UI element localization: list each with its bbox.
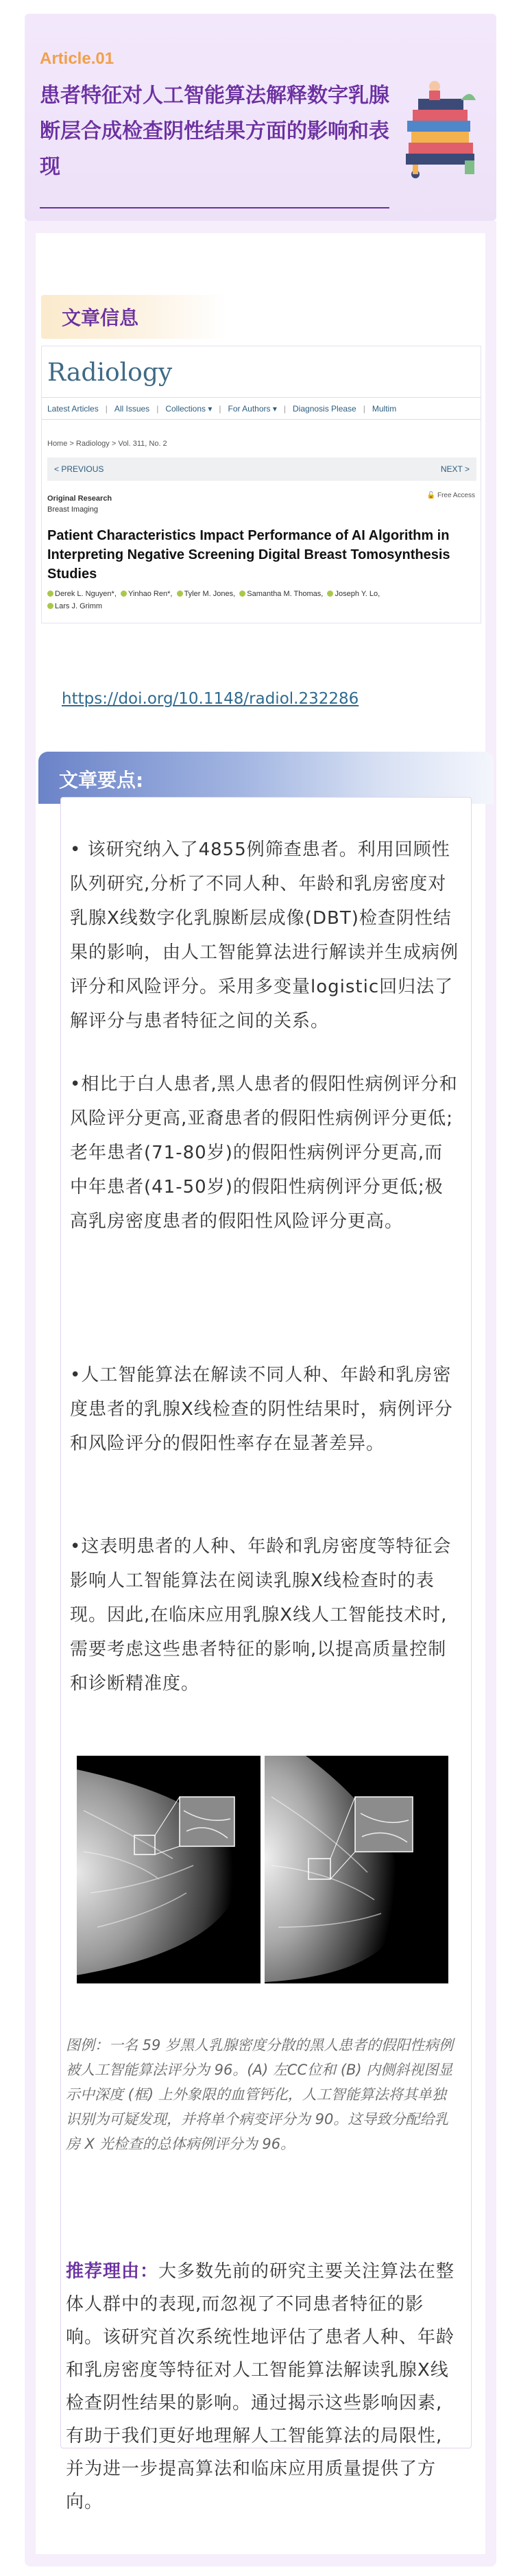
- author-item: Yinhao Ren*,: [121, 590, 174, 598]
- radiology-logo: Radiology: [47, 359, 173, 387]
- previous-link[interactable]: < PREVIOUS: [54, 464, 104, 474]
- journal-snapshot: [41, 346, 481, 623]
- recommendation-label: 推荐理由：: [66, 2261, 159, 2282]
- article-header: [25, 14, 496, 221]
- key-point-item: •这表明患者的人种、年龄和乳房密度等特征会影响人工智能算法在阅读乳腺X线检查时的表现。因此,在临床应用乳腺X线人工智能技术时,需要考虑这些患者特征的影响,以提高质量控制和诊断精准度。: [70, 1536, 452, 1694]
- author-item: Samantha M. Thomas,: [239, 590, 325, 598]
- article-type-primary: Original Research: [47, 494, 112, 503]
- author-item: Derek L. Nguyen*,: [47, 590, 119, 598]
- article-number: Article.01: [40, 49, 114, 68]
- nav-divider-bottom: [42, 419, 481, 420]
- nav-item-latest[interactable]: Latest Articles: [47, 404, 99, 414]
- mammogram-figure: [66, 1742, 452, 1997]
- title-underline: [40, 207, 389, 208]
- figure-caption: 图例：一名 59 岁黑人乳腺密度分散的黑人患者的假阳性病例被人工智能算法评分为 96。(A) 左CC位和 (B) 内侧斜视图显示中深度 (框) 上外象限的血管钙化，人工智能算法将其单独识别为可疑发现，并将单个病变评分为 90。这导致分配给乳房 X 光检查的总体病例评分为 96。: [66, 2037, 454, 2152]
- key-point-item: •人工智能算法在解读不同人种、年龄和乳房密度患者的乳腺X线检查的阴性结果时，病例评分和风险评分的假阳性率存在显著差异。: [70, 1365, 453, 1454]
- nav-item-diagnosis[interactable]: Diagnosis Please: [293, 404, 356, 414]
- books-illustration-icon: [399, 73, 481, 182]
- key-points-header: [38, 752, 494, 804]
- nav-divider: [42, 397, 481, 398]
- doi-link[interactable]: https://doi.org/10.1148/radiol.232286: [62, 690, 359, 708]
- key-point-item: •相比于白人患者,黑人患者的假阳性病例评分和风险评分更高,亚裔患者的假阳性病例评分更低;老年患者(71-80岁)的假阳性病例评分更高,而中年患者(41-50岁)的假阳性病例评分更低;极高乳房密度患者的假阳性风险评分更高。: [70, 1074, 458, 1232]
- key-point-item: • 该研究纳入了4855例筛查患者。利用回顾性队列研究,分析了不同人种、年龄和乳房密度对乳腺X线数字化乳腺断层成像(DBT)检查阴性结果的影响，由人工智能算法进行解读并生成病例评分和风险评分。采用多变量logistic回归法了解评分与患者特征之间的关系。: [70, 839, 459, 1031]
- recommendation: [66, 2255, 459, 2518]
- author-item: Lars J. Grimm: [47, 602, 102, 610]
- article-pager: [47, 457, 476, 481]
- journal-article-title: Patient Characteristics Impact Performance of AI Algorithm in Interpreting Negative Screening Digital Breast Tomosynthesis Studies: [47, 528, 450, 582]
- breadcrumb: Home > Radiology > Vol. 311, No. 2: [47, 440, 167, 448]
- author-list: [47, 588, 472, 612]
- nav-item-authors[interactable]: For Authors ▾: [228, 404, 277, 414]
- free-access-badge: 🔓 Free Access: [426, 492, 475, 499]
- nav-item-multimedia[interactable]: Multim: [372, 404, 397, 414]
- article-info-label-text: 文章信息: [62, 307, 139, 329]
- journal-nav: Latest Articles | All Issues | Collections ▾ | For Authors ▾ | Diagnosis Please | Multim: [47, 404, 397, 414]
- article-type: [47, 493, 112, 515]
- author-item: Tyler M. Jones,: [177, 590, 238, 598]
- recommendation-text: 大多数先前的研究主要关注算法在整体人群中的表现,而忽视了不同患者特征的影响。该研究首次系统性地评估了患者人种、年龄和乳房密度等特征对人工智能算法解读乳腺X线检查阴性结果的影响。通过揭示这些影响因素,有助于我们更好地理解人工智能算法的局限性,并为进一步提高算法和临床应用质量提供了方向。: [66, 2261, 455, 2512]
- article-type-secondary: Breast Imaging: [47, 505, 98, 514]
- nav-item-issues[interactable]: All Issues: [114, 404, 150, 414]
- author-item: Joseph Y. Lo,: [327, 590, 380, 598]
- next-link[interactable]: NEXT >: [440, 464, 470, 474]
- nav-item-collections[interactable]: Collections ▾: [165, 404, 213, 414]
- key-points-label: 文章要点:: [59, 769, 144, 791]
- mammogram-cc-view: [77, 1756, 260, 1983]
- mammogram-mlo-view: [265, 1756, 448, 1983]
- article-title: 患者特征对人工智能算法解释数字乳腺断层合成检查阴性结果方面的影响和表现: [40, 84, 389, 179]
- article-info-label: [41, 295, 226, 339]
